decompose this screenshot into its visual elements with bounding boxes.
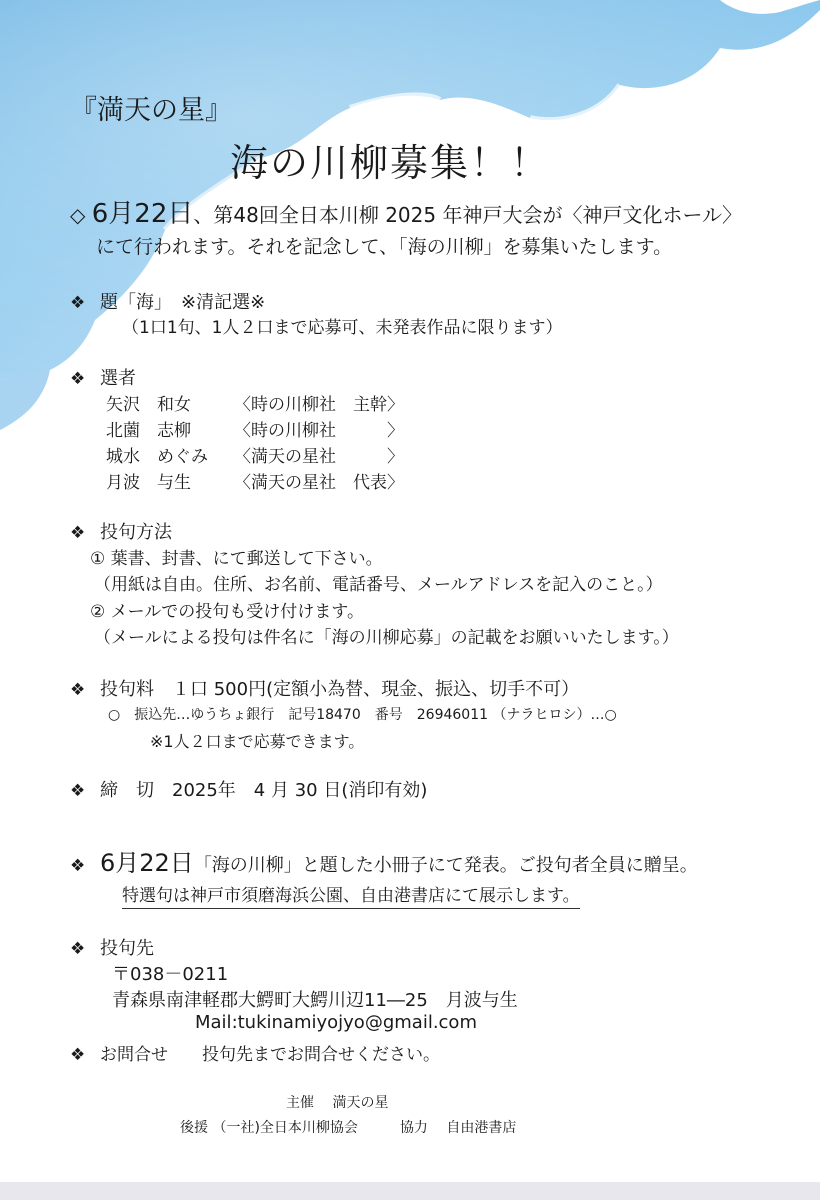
diamond-marker: ◇ [70,203,86,227]
fee-note: ※1人２口まで応募できます。 [150,732,365,751]
page-title: 海の川柳募集！！ [230,141,551,185]
judges-section [70,364,136,390]
judge-affiliation: 〈時の川柳社 主幹〉 [234,395,404,415]
intro-line-2: にて行われます。それを記念して、「海の川柳」を募集いたします。 [96,236,673,258]
judge-affiliation: 〈時の川柳社 〉 [234,421,404,441]
inquiry-text: お問合せ 投句先までお問合せください。 [100,1045,440,1065]
method-heading: 投句方法 [100,522,172,543]
theme-note: （1口1句、1人２口まで応募可、未発表作品に限ります） [122,318,563,338]
announce-date: 6月22日 [100,849,194,877]
footer-organizer: 主催 満天の星 [286,1095,389,1111]
bullet-icon: ❖ [70,680,86,700]
inquiry-section [70,1040,440,1065]
exhibit-line [122,881,580,906]
judge-name: 城水 めぐみ [106,447,208,467]
judges-heading: 選者 [100,368,136,389]
exhibit-text: 特選句は神戸市須磨海浜公園、自由港書店にて展示します。 [122,886,580,909]
theme-heading: 題「海」 ※清記選※ [100,292,266,313]
bottom-bar [0,1182,820,1200]
announce-text: 「海の川柳」と題した小冊子にて発表。ご投句者全員に贈呈。 [193,855,698,876]
bullet-icon: ❖ [70,523,86,543]
judge-name: 矢沢 和女 [106,395,191,415]
bullet-icon: ❖ [70,856,86,876]
judge-row [106,416,404,441]
bullet-icon: ❖ [70,781,86,801]
judge-affiliation: 〈満天の星社 〉 [234,447,404,467]
fee-heading: 投句料 １口 500円(定額小為替、現金、振込、切手不可） [100,679,580,700]
deadline-section [70,776,427,802]
fee-section [70,675,579,701]
judge-row [106,390,404,415]
method-line-1: ① 葉書、封書、にて郵送して下さい。 [90,549,383,569]
header-subtitle: 『満天の星』 [70,95,232,126]
method-section [70,518,172,544]
method-line-3: ② メールでの投句も受け付けます。 [90,602,364,622]
theme-section [70,288,265,314]
bullet-icon: ❖ [70,939,86,959]
fee-transfer: ○ 振込先…ゆうちょ銀行 記号18470 番号 26946011 （ナラヒロシ）…○ [108,707,617,723]
bullet-icon: ❖ [70,369,86,389]
announce-section [70,843,698,878]
judge-row [106,442,404,467]
judge-name: 北薗 志柳 [106,421,191,441]
intro-line-1-text: 、第48回全日本川柳 2025 年神戸大会が〈神戸文化ホール〉 [193,203,743,227]
intro-line-1 [70,193,742,230]
submit-postal: 〒038－0211 [112,964,229,985]
method-line-2: （用紙は自由。住所、お名前、電話番号、メールアドレスを記入のこと。） [94,575,663,595]
submit-address: 青森県南津軽郡大鰐町大鰐川辺11―25 月波与生 [112,990,518,1011]
judge-row [106,468,404,493]
deadline-text: 締 切 2025年 4 月 30 日(消印有効) [100,780,428,801]
judge-affiliation: 〈満天の星社 代表〉 [234,473,404,493]
submit-mail: Mail:tukinamiyojyo@gmail.com [195,1012,477,1033]
intro-date: 6月22日 [91,199,194,229]
method-line-4: （メールによる投句は件名に「海の川柳応募」の記載をお願いいたします。） [94,628,679,648]
judge-name: 月波 与生 [106,473,191,493]
submit-section [70,934,154,960]
bullet-icon: ❖ [70,293,86,313]
bullet-icon: ❖ [70,1045,86,1065]
footer-support: 後援 （一社)全日本川柳協会 協力 自由港書店 [180,1120,517,1136]
submit-heading: 投句先 [100,938,154,959]
